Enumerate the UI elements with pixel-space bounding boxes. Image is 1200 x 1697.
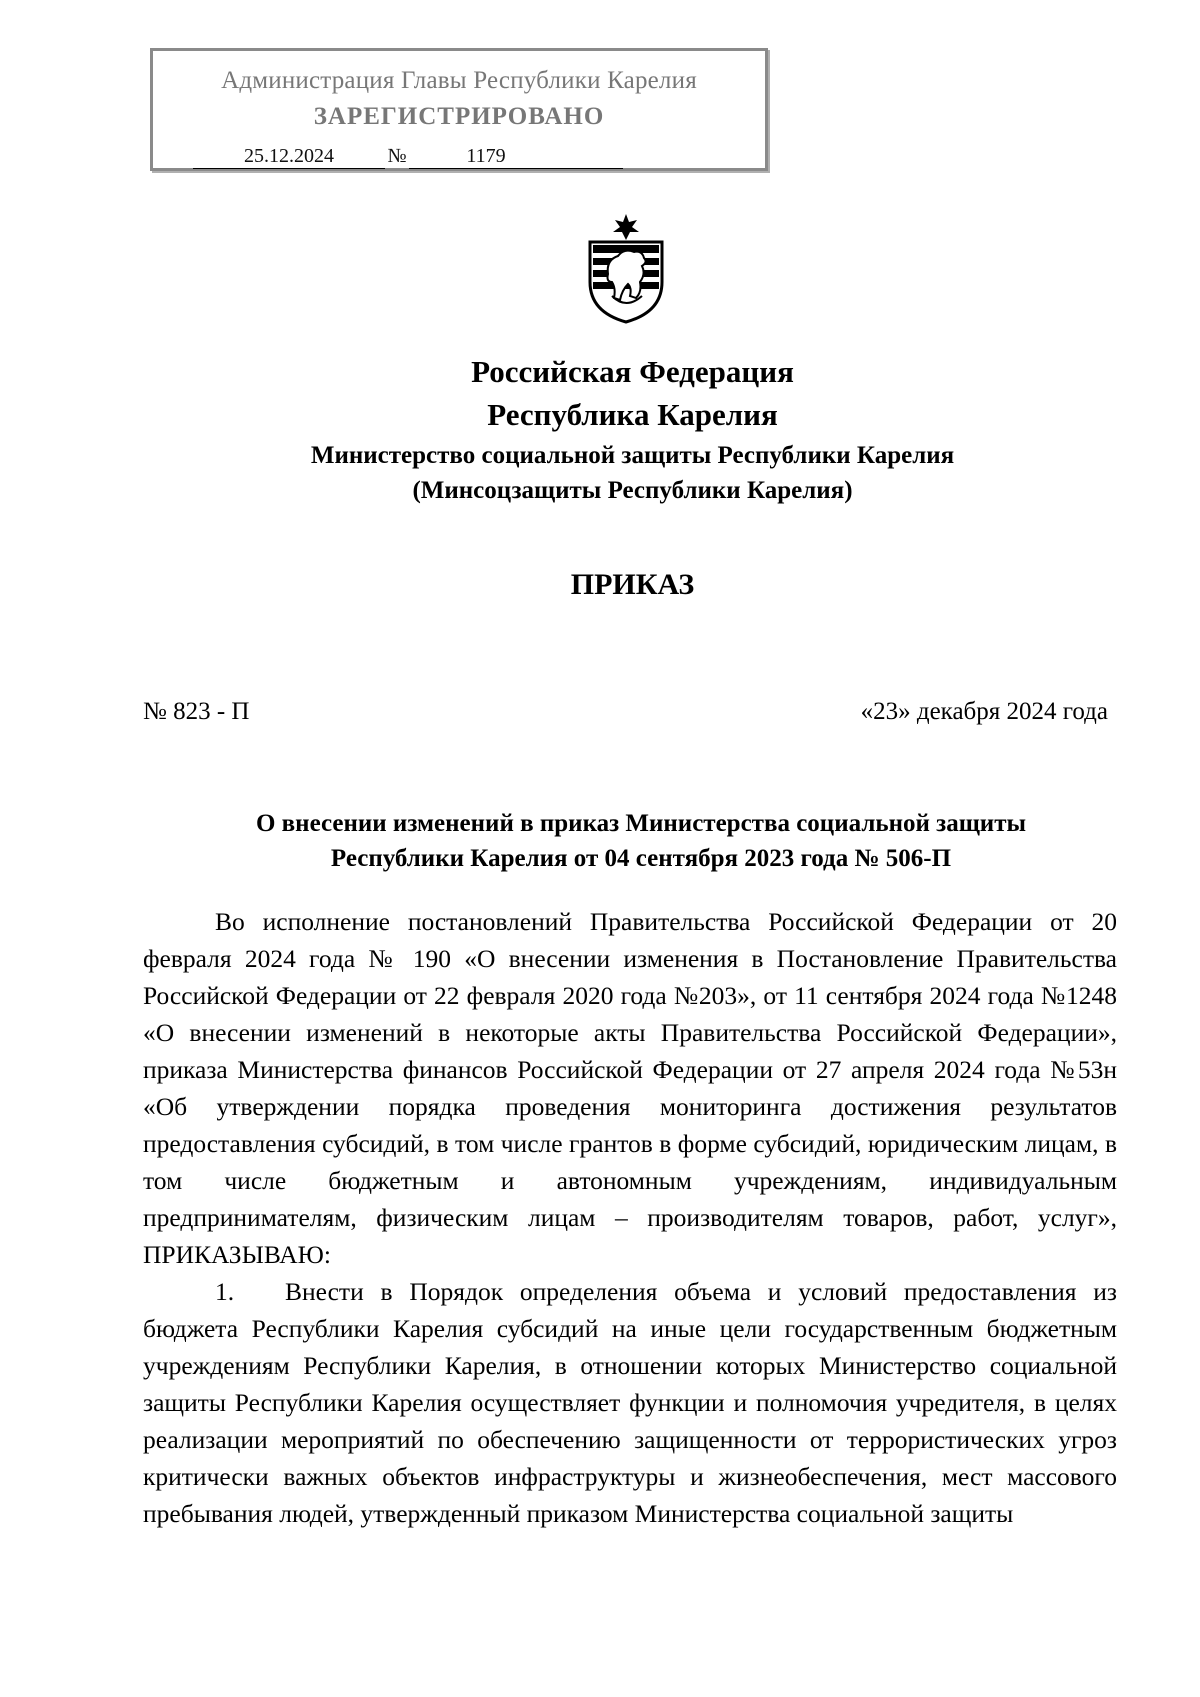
order-number: № 823 - П [143,698,250,725]
preamble-paragraph: Во исполнение постановлений Правительства Российской Федерации от 20 февраля 2024 года № 190 «О внесении изменения в Постановление Правительства Российской Федерации от 22 февраля 2020 года №203», от 11 сентября 2024 года №1248 «О внесении изменений в некоторые акты Правительства Российской Федерации», приказа Министерства финансов Российской Федерации от 27 апреля 2024 года №53н «Об утверждении порядка проведения мониторинга достижения результатов предоставления субсидий, в том числе грантов в форме субсидий, юридическим лицам, в том числе бюджетным и автономным учреждениям, индивидуальным предпринимателям, физическим лицам – производителям товаров, работ, услуг», ПРИКАЗЫВАЮ: [143,907,1117,1269]
document-type: ПРИКАЗ [570,568,695,601]
republic-name: Республика Карелия [487,397,778,432]
ministry-short-name: (Минсоцзащиты Республики Карелия) [412,477,853,504]
stamp-number-label: № [387,145,407,167]
stamp-authority: Администрация Главы Республики Карелия [221,67,697,94]
registration-stamp [150,48,768,171]
stamp-registered: ЗАРЕГИСТРИРОВАНО [313,103,605,130]
karelia-coat-of-arms-icon [584,212,668,324]
stamp-date: 25.12.2024 [193,144,385,169]
order-date: «23» декабря 2024 года [860,698,1108,725]
document-title [150,806,1132,876]
document-body [143,903,1117,1532]
list-item [143,1273,1117,1532]
title-line-2: Республики Карелия от 04 сентября 2023 года № 506-П [330,845,952,872]
stamp-number: 1179 [409,144,623,169]
ministry-name: Министерство социальной защиты Республики Карелия [310,442,955,469]
list-item-text: Внести в Порядок определения объема и условий предоставления из бюджета Республики Карелия субсидий на иные цели государственным бюджетным учреждениям Республики Карелия, в отношении которых Министерство социальной защиты Республики Карелия осуществляет функции и полномочия учредителя, в целях реализации мероприятий по обеспечению защищенности от террористических угроз критически важных объектов инфраструктуры и жизнеобеспечения, мест массового пребывания людей, утвержденный приказом Министерства социальной защиты [143,1277,1117,1528]
country-name: Российская Федерация [471,354,794,389]
title-line-1: О внесении изменений в приказ Министерства социальной защиты [255,810,1027,837]
list-item-number: 1. [215,1277,235,1306]
